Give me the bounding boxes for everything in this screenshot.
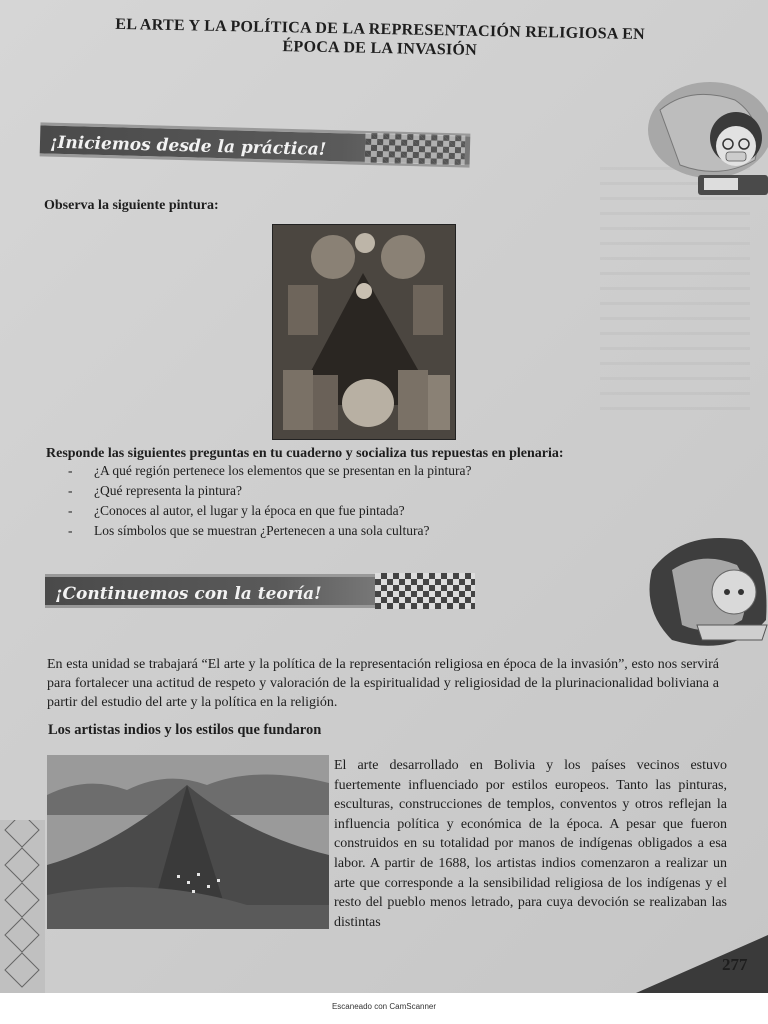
page-title-line1: EL ARTE Y LA POLÍTICA DE LA REPRESENTACIÓN RELIGIOSA EN — [115, 15, 646, 44]
question-item: - ¿Conoces al autor, el lugar y la época en que fue pintada? — [64, 501, 471, 521]
girl-reading-illustration — [642, 530, 768, 660]
banner-checker-pattern — [375, 573, 475, 609]
questions-list — [64, 461, 471, 541]
scanner-footer: Escaneado con CamScanner — [331, 1002, 437, 1011]
girl-with-map-illustration — [640, 80, 768, 210]
banner-iniciemos: ¡Iniciemos desde la práctica! — [40, 122, 471, 167]
section-heading: Los artistas indios y los estilos que fundaron — [48, 722, 322, 738]
andean-landscape-photo — [47, 755, 329, 929]
question-item: - ¿A qué región pertenece los elementos que se presentan en la pintura? — [64, 461, 471, 481]
question-item: - ¿Qué representa la pintura? — [64, 481, 471, 501]
instruction-text: Observa la siguiente pintura: — [44, 198, 219, 213]
question-item: - Los símbolos que se muestran ¿Pertenecen a una sola cultura? — [64, 521, 471, 541]
banner-checker-pattern — [365, 133, 466, 166]
page-number: 277 — [722, 955, 748, 974]
corner-triangle-decoration — [636, 935, 768, 993]
intro-paragraph: En esta unidad se trabajará “El arte y la política de la representación religiosa en época de la invasión”, esto nos servirá para fortalecer una actitud de respeto y valoración de la espiritualidad y religiosidad de la plurinacionalidad boliviana a partir del estudio del arte y la política en la religión. — [47, 657, 719, 710]
banner-continuemos: ¡Continuemos con la teoría! — [45, 574, 375, 608]
questions-heading: Responde las siguientes preguntas en tu cuaderno y socializa tus repuestas en plenaria: — [46, 446, 564, 461]
body-paragraph: El arte desarrollado en Bolivia y los países vecinos estuvo fuertemente influenciado por estilos europeos. Tanto las pinturas, esculturas, construcciones de templos, conventos y otros reflejan la influencia política y económica de la época. A pesar que fueron construidos en su totalidad por manos de indígenas obligados a esa labor. A partir de 1688, los artistas indios comenzaron a realizar un arte que corresponde a la sensibilidad religiosa de los indígenas y el resto del pueblo menos letrado, para cuya devoción se realizaban las distintas — [334, 758, 727, 930]
page-title — [40, 13, 721, 64]
colonial-painting-image — [272, 224, 456, 440]
textile-pattern-decoration — [0, 820, 45, 993]
page-title-line2: ÉPOCA DE LA INVASIÓN — [282, 38, 478, 59]
